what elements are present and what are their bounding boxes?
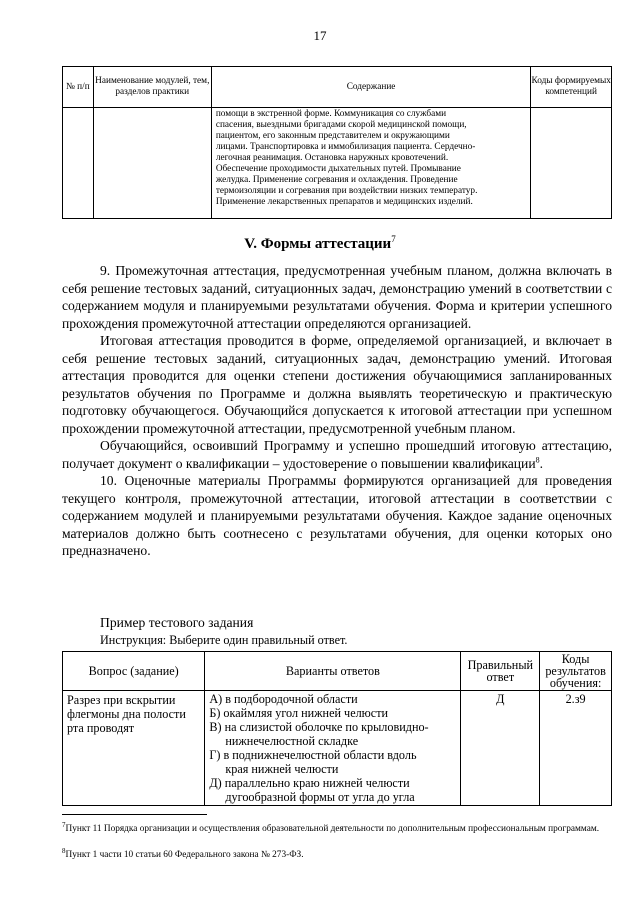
paragraph-9: 9. Промежуточная аттестация, предусмотренная учебным планом, должна включать в себя решение тестовых заданий, ситуационных задач, демонстрацию умений в соответствии с содержанием модуля и планируемыми результатами обучения. Форма и критерии успешного прохождения промежуточной аттестации определяются организацией. [62, 263, 612, 331]
content-line: Применение лекарственных препаратов и медицинских изделий. [215, 197, 473, 207]
cell-options [205, 691, 461, 806]
section-heading [0, 234, 640, 253]
paragraph-10: 10. Оценочные материалы Программы формируются организацией для проведения текущего контроля, промежуточной аттестации, итоговой аттестации в соответствии с содержанием модулей и планируемыми результатами обучения. Каждое задание оценочных материалов должно быть соотнесено с результатами обучения, для оценки которых оно предназначено. [62, 473, 612, 558]
content-line: желудка. Применение согревания и охлаждения. Проведение [215, 175, 458, 185]
footnote-7 [62, 820, 612, 836]
content-line: спасения, выездными бригадами скорой медицинской помощи, [215, 120, 467, 130]
certificate-end: . [539, 455, 544, 471]
header-competence-codes: Коды формируемых компетенций [531, 67, 612, 108]
header-result-codes: Коды результатов обучения: [540, 652, 612, 691]
certificate-text: Обучающийся, освоивший Программу и успешно прошедший итоговую аттестацию, получает документ о квалификации – удостоверение о повышении квалификации [62, 438, 612, 471]
header-question: Вопрос (задание) [63, 652, 205, 691]
footnote-number: 7 [62, 821, 66, 829]
option-c-continuation: нижнечелюстной складке [225, 734, 359, 748]
table-header-row [63, 652, 612, 691]
cell-code: 2.з9 [540, 691, 612, 806]
example-title: Пример тестового задания [100, 615, 254, 630]
cell-question: Разрез при вскрытии флегмоны дна полости рта проводят [63, 691, 205, 806]
header-number: № п/п [63, 67, 94, 108]
footnote-ref-8: 8 [535, 454, 540, 464]
option-b: Б) окаймляя угол нижней челюсти [209, 706, 389, 720]
cell-answer: Д [461, 691, 540, 806]
header-options: Варианты ответов [205, 652, 461, 691]
option-e-continuation: дугообразной формы от угла до угла [225, 790, 415, 804]
footnote-number: 8 [62, 847, 66, 855]
content-line: пациентом, его законным представителем и окружающими [215, 131, 450, 141]
option-c: В) на слизистой оболочке по крыловидно- [209, 720, 429, 734]
table-header-row [63, 67, 612, 108]
footnote-text: Пункт 11 Порядка организации и осуществления образовательной деятельности по дополнительным профессиональным программам. [65, 824, 600, 835]
content-line: термоизоляции и согревания при воздействии низких температур. [215, 186, 478, 196]
footnote-ref-7: 7 [391, 234, 396, 244]
paragraph-final-attestation: Итоговая аттестация проводится в форме, определяемой организацией, и включает в себя решение тестовых заданий, ситуационных задач, демонстрацию умений. Итоговая аттестация проводится для оценки степени достижения обучающимися запланированных результатов обучения по Программе и должна выявлять теоретическую и практическую подготовку обучающегося. Обучающийся допускается к итоговой аттестации при успешном прохождении промежуточной аттестации, предусмотренной учебным планом. [62, 333, 612, 436]
header-module-name: Наименование модулей, тем, разделов практики [93, 67, 211, 108]
page-number: 17 [313, 28, 327, 43]
cell-number [63, 108, 94, 219]
test-example-table [62, 651, 612, 806]
cell-module [93, 108, 211, 219]
paragraph-certificate [62, 437, 612, 472]
footnote-divider [62, 814, 207, 815]
header-content: Содержание [211, 67, 531, 108]
cell-codes [531, 108, 612, 219]
body-text [62, 262, 612, 560]
table-row [63, 691, 612, 806]
option-e: Д) параллельно краю нижней челюсти [209, 776, 410, 790]
cell-content [211, 108, 531, 219]
footnote-text: Пункт 1 части 10 статьи 60 Федерального закона № 273-ФЗ. [65, 850, 304, 861]
program-content-table [62, 66, 612, 219]
section-title: V. Формы аттестации [244, 236, 392, 252]
example-instruction: Инструкция: Выберите один правильный ответ. [100, 633, 348, 647]
footnote-8 [62, 846, 612, 862]
content-line: помощи в экстренной форме. Коммуникация со службами [215, 109, 447, 119]
option-d-continuation: края нижней челюсти [225, 762, 339, 776]
content-line: лицами. Транспортировка и иммобилизация пациента. Сердечно- [215, 142, 476, 152]
table-row [63, 108, 612, 219]
content-line: Обеспечение проходимости дыхательных путей. Промывание [215, 164, 461, 174]
content-line: легочная реанимация. Остановка наружных кровотечений. [215, 153, 449, 163]
header-correct-answer: Правильный ответ [461, 652, 540, 691]
option-d: Г) в поднижнечелюстной области вдоль [209, 748, 417, 762]
option-a: А) в подбородочной области [209, 692, 358, 706]
